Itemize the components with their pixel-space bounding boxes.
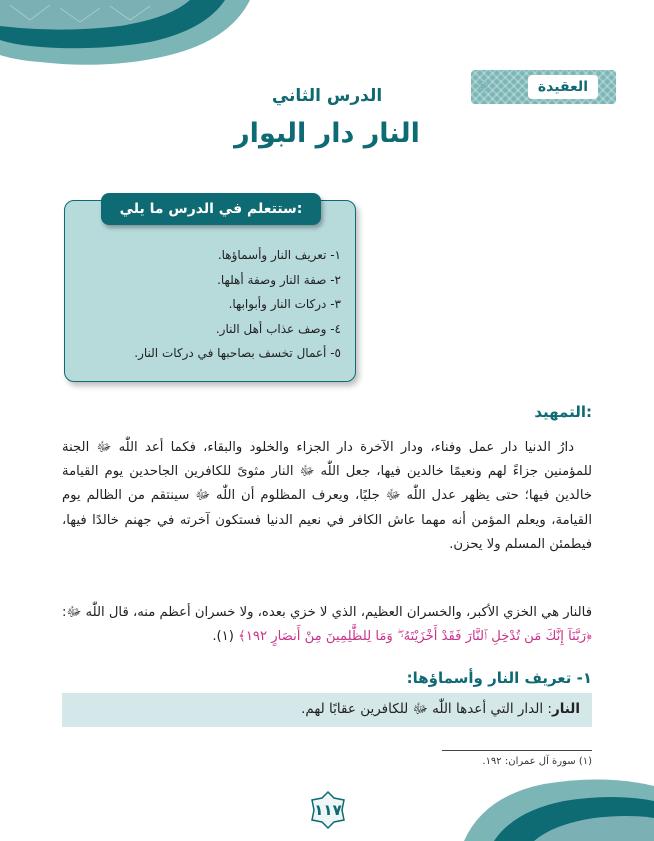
definition-box: [62, 693, 592, 727]
lesson-title: النار دار البوار: [234, 118, 420, 149]
section-heading: ١- تعريف النار وأسماؤها:: [406, 669, 592, 687]
page-number: ١١٧: [314, 801, 342, 819]
ornament-icon: ❀: [477, 79, 489, 95]
intro-paragraph: دارُ الدنيا دار عمل وفناء، ودار الآخرة دار الجزاء والخلود والبقاء، فكما أعد اللّٰه ﷻ الجنة للمؤمنين جزاءً لهم ونعيمًا خالدين فيها، جعل اللّٰه ﷻ النار مثوىً للكافرين الجاحدين يوم القيامة خالدين فيها؛ حتى يظهر عدل اللّٰه ﷻ جليًا، ويعرف المظلوم أن اللّٰه ﷻ سينتقم من الظالم يوم القيامة، ويعلم المؤمن أنه مهما عاش الكافر في نعيم الدنيا فستكون آخرته في جهنم خالدًا فيها، فيطمئن المسلم ولا يحزن.: [62, 440, 592, 552]
list-item: ٤- وصف عذاب أهل النار.: [215, 321, 341, 336]
list-item: ٥- أعمال تخسف بصاحبها في دركات النار.: [134, 346, 341, 360]
learning-objectives-box: [64, 200, 356, 382]
verse-intro-text: فالنار هي الخزي الأكبر، والخسران العظيم، الذي لا خزي بعده، ولا خسران أعظم منه، قال اللّٰه ﷻ:: [62, 605, 592, 620]
list-item: ٣- دركات النار وأبوابها.: [228, 297, 341, 311]
definition-term: النار: [551, 701, 580, 717]
page-number-badge: [308, 790, 348, 830]
definition-text: : الدار التي أعدها اللّٰه ﷻ للكافرين عقابًا لهم.: [301, 701, 552, 717]
footnote: (١) سورة آل عمران: ١٩٢.: [482, 756, 592, 767]
list-item: ٢- صفة النار وصفة أهلها.: [217, 272, 341, 287]
bottom-corner-ornament: [464, 766, 654, 841]
list-item: ١- تعريف النار وأسماؤها.: [217, 248, 341, 262]
objectives-header: ستتعلم في الدرس ما يلي:: [101, 193, 321, 225]
intro-heading: التمهيد:: [534, 403, 592, 421]
top-corner-ornament: [0, 0, 250, 70]
subject-label: العقيدة: [528, 75, 598, 99]
quran-verse: ﴿رَبَّنَآ إِنَّكَ مَن تُدْخِلِ ٱلنَّارَ فَقَدْ أَخْزَيْتَهُۥ ۖ وَمَا لِلظَّٰلِمِينَ مِنْ أَنصَارٍ ١٩٢﴾: [238, 629, 592, 645]
objectives-list: [134, 243, 341, 366]
footnote-reference: (١).: [212, 629, 234, 645]
verse-paragraph: [62, 601, 592, 649]
lesson-number: الدرس الثاني: [271, 86, 383, 106]
footnote-divider: [442, 750, 592, 751]
